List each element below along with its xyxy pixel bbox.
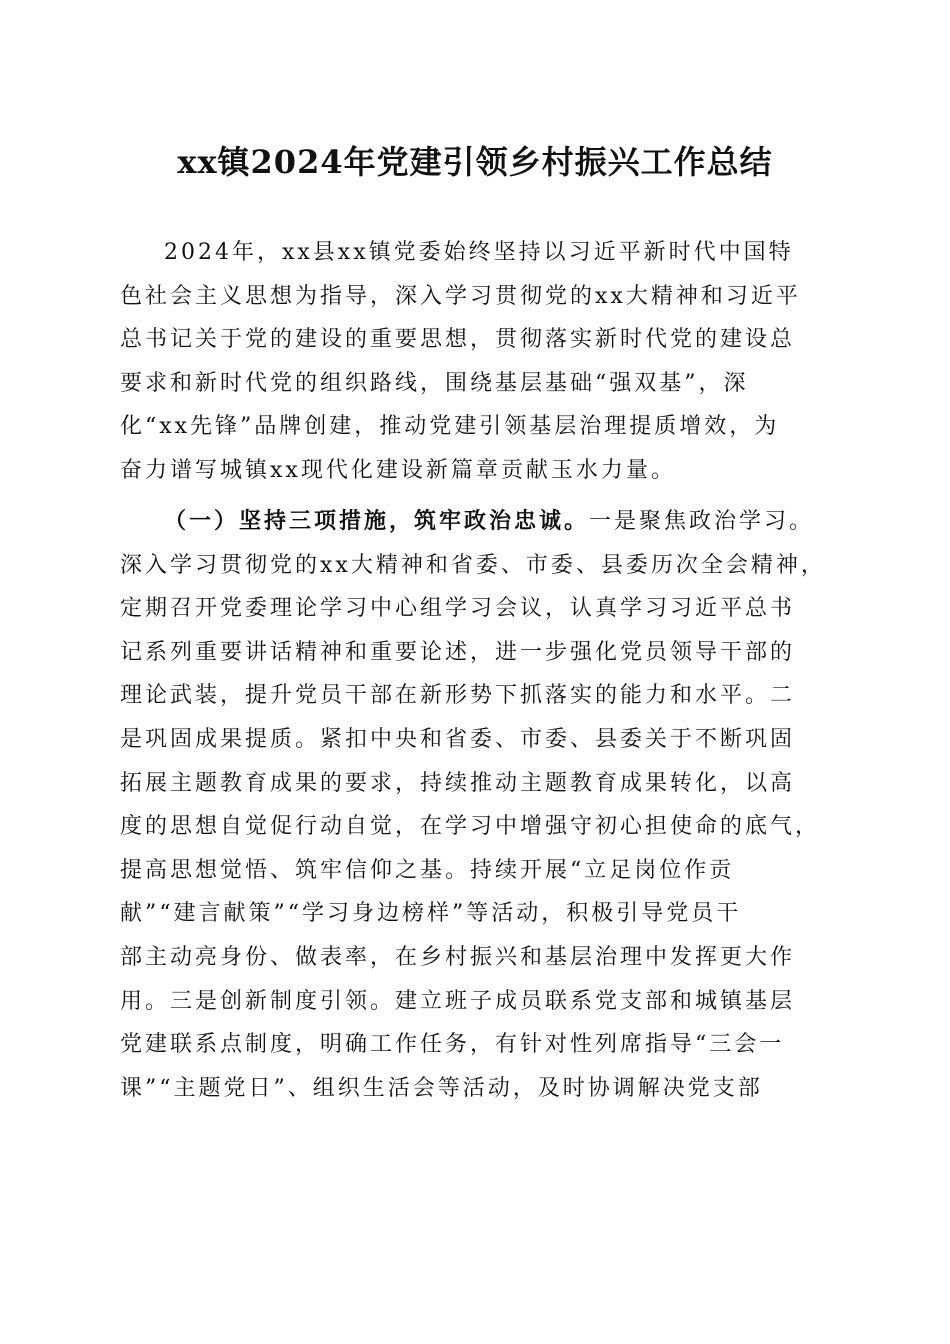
paragraph-line: 度的思想自觉促行动自觉，在学习中增强守初心担使命的底气，: [120, 814, 821, 840]
paragraph-line: 用。三是创新制度引领。建立班子成员联系党支部和城镇基层: [120, 988, 796, 1014]
paragraph-line: 化“xx先锋”品牌创建，推动党建引领基层治理提质增效，为: [120, 414, 780, 440]
paragraph-line: 要求和新时代党的组织路线，围绕基层基础“强双基”，深: [120, 370, 749, 396]
section-first-line-text: 一是聚焦政治学习。: [589, 509, 815, 534]
paragraph-line: 色社会主义思想为指导，深入学习贯彻党的xx大精神和习近平: [120, 283, 801, 309]
section-first-line: [120, 500, 830, 544]
section-heading: （一）坚持三项措施，筑牢政治忠诚。: [164, 509, 590, 534]
paragraph-line: 理论武装，提升党员干部在新形势下抓落实的能力和水平。二: [120, 683, 796, 709]
paragraph-line: 拓展主题教育成果的要求，持续推动主题教育成果转化，以高: [120, 770, 796, 796]
paragraph-line: 课”“主题党日”、组织生活会等活动，及时协调解决党支部: [120, 1075, 763, 1101]
document-title: xx镇2024年党建引领乡村振兴工作总结: [177, 143, 773, 181]
paragraph-line: 奋力谱写城镇xx现代化建设新篇章贡献玉水力量。: [120, 457, 676, 483]
paragraph-line: 部主动亮身份、做表率，在乡村振兴和基层治理中发挥更大作: [120, 944, 796, 970]
paragraph-intro: [120, 231, 830, 493]
section-one: [120, 500, 830, 1110]
paragraph-line: 党建联系点制度，明确工作任务，有针对性列席指导“三会一: [120, 1032, 785, 1058]
paragraph-line: 深入学习贯彻党的xx大精神和省委、市委、县委历次全会精神，: [120, 552, 826, 578]
paragraph-line: 定期召开党委理论学习中心组学习会议，认真学习习近平总书: [120, 596, 796, 622]
paragraph-line: 献”“建言献策”“学习身边榜样”等活动，积极引导党员干: [120, 901, 742, 927]
paragraph-line: 是巩固成果提质。紧扣中央和省委、市委、县委关于不断巩固: [120, 726, 796, 752]
paragraph-line: 记系列重要讲话精神和重要论述，进一步强化党员领导干部的: [120, 639, 796, 665]
paragraph-line: 2024年，xx县xx镇党委始终坚持以习近平新时代中国特: [164, 240, 794, 265]
paragraph-line: 提高思想觉悟、筑牢信仰之基。持续开展“立足岗位作贡: [120, 857, 735, 883]
paragraph-line: 总书记关于党的建设的重要思想，贯彻落实新时代党的建设总: [120, 327, 796, 353]
